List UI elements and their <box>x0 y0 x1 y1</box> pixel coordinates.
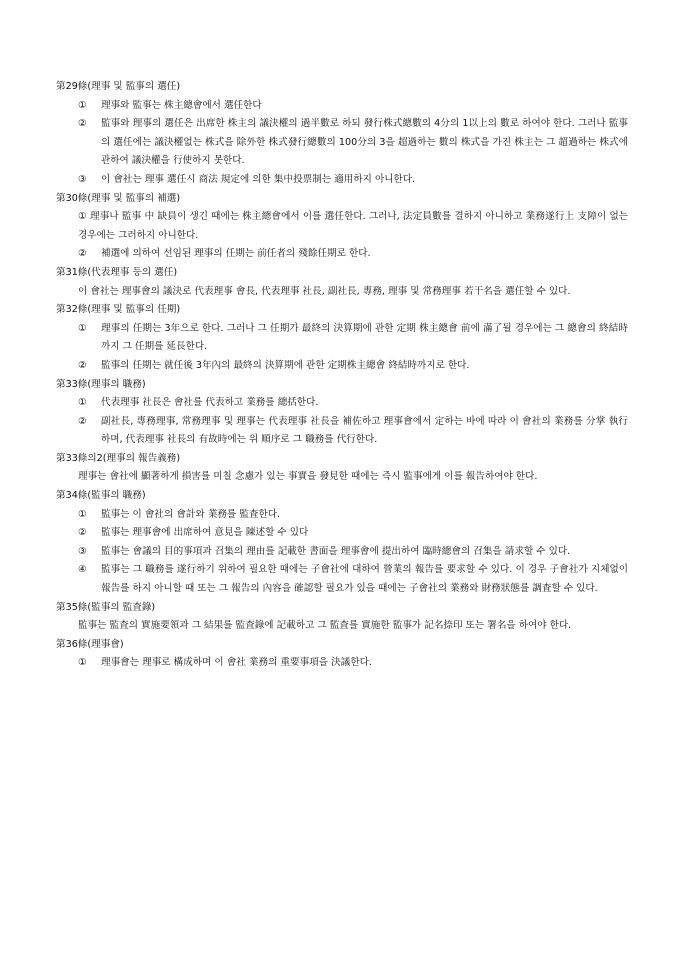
clause-number: ③ <box>78 545 87 557</box>
article-33 <box>56 376 628 450</box>
clause-text: 監事의 任期는 就任後 3年內의 最終의 決算期에 관한 定期株主總會 終結時까지로 한다. <box>101 359 470 371</box>
article-32 <box>56 301 628 375</box>
clause <box>56 561 628 598</box>
clause-text: 理事나 監事 中 缺員이 생긴 때에는 株主總會에서 이를 選任한다. 그러나, 法定員數를 결하지 아니하고 業務遂行上 支障이 없는 경우에는 그러하지 아니한다. <box>78 211 628 241</box>
article-heading: 第30條(理事 및 監事의 補選) <box>56 192 181 204</box>
clause-text: 代表理事 社長은 會社를 代表하고 業務를 總括한다. <box>101 397 319 409</box>
article-35 <box>56 599 628 636</box>
clause <box>56 524 628 543</box>
article-36 <box>56 636 628 673</box>
clause-number: ③ <box>78 173 87 185</box>
article-heading: 第33條(理事의 職務) <box>56 378 146 390</box>
clause-number: ① <box>78 508 87 520</box>
article-paragraph: 理事는 會社에 顯著하게 損害를 미칠 念慮가 있는 事實을 發見한 때에는 즉시 監事에게 이를 報告하여야 한다. <box>78 471 538 483</box>
article-29 <box>56 78 628 190</box>
clause <box>56 320 628 357</box>
article-heading: 第35條(監事의 監査錄) <box>56 601 156 613</box>
clause <box>56 394 628 413</box>
article-heading: 第33條의2(理事의 報告義務) <box>56 452 181 464</box>
clause-text: 理事와 監事는 株主總會에서 選任한다 <box>101 99 262 111</box>
clause-text: 監事는 이 會社의 會計와 業務를 監査한다. <box>101 508 281 520</box>
clause-text: 監事와 理事의 選任은 出席한 株主의 議決權의 過半數로 하되 發行株式總數의 4分의 1以上의 數로 하여야 한다. 그러나 監事의 選任에는 議決權없는 株式을 除外한 株式發行總數의 100分의 3을 超過하는 數의 株式을 가진 株主는 그 超過하는 株式에 관하여 議決權을 行使하지 못한다. <box>101 118 628 167</box>
clause <box>56 357 628 376</box>
clause-text: 理事會는 理事로 構成하며 이 會社 業務의 重要事項을 決議한다. <box>101 657 372 669</box>
clause <box>56 245 628 264</box>
clause <box>56 97 628 116</box>
clause-text: 監事는 그 職務를 遂行하기 위하여 필요한 때에는 子會社에 대하여 營業의 報告를 要求할 수 있다. 이 경우 子會社가 지체없이 報告를 하지 아니할 때 또는 그 報告의 內容을 確認할 필요가 있을 때에는 子會社의 業務와 財務狀態를 調査할 수 있다. <box>101 564 628 595</box>
clause <box>56 171 628 190</box>
clause-text: 監事는 會議의 目的事項과 召集의 理由를 記載한 書面을 理事會에 提出하여 臨時總會의 召集을 請求할 수 있다. <box>101 545 571 557</box>
clause-number: ① <box>78 397 87 409</box>
article-heading: 第32條(理事 및 監事의 任期) <box>56 304 181 316</box>
article-paragraph: 監事는 監査의 實施要領과 그 結果를 監査錄에 記載하고 그 監査를 實施한 監事가 記名捺印 또는 署名을 하여야 한다. <box>78 620 572 632</box>
clause-number: ① <box>78 657 87 669</box>
clause-number: ① <box>78 99 87 111</box>
clause-number: ② <box>78 527 87 539</box>
clause <box>56 654 628 673</box>
clause-text: 理事의 任期는 3年으로 한다. 그러나 그 任期가 最終의 決算期에 관한 定期 株主總會 前에 滿了될 경우에는 그 總會의 終結時까지 그 任期를 延長한다. <box>101 322 628 353</box>
clause-number: ② <box>78 359 87 371</box>
article-34 <box>56 487 628 599</box>
article-30 <box>56 190 628 264</box>
clause-text: 이 會社는 理事 選任시 商法 規定에 의한 集中投票制는 適用하지 아니한다. <box>101 173 416 185</box>
clause <box>56 543 628 562</box>
clause-number: ② <box>78 248 87 260</box>
clause <box>56 208 628 245</box>
article-heading: 第36條(理事會) <box>56 638 124 650</box>
clause-text: 監事는 理事會에 出席하여 意見을 陳述할 수 있다 <box>101 527 309 539</box>
article-33-2 <box>56 450 628 487</box>
clause-number: ② <box>78 415 87 427</box>
article-heading: 第31條(代表理事 등의 選任) <box>56 266 178 278</box>
clause-text: 補選에 의하여 선임된 理事의 任期는 前任者의 殘餘任期로 한다. <box>101 248 371 260</box>
clause <box>56 506 628 525</box>
clause-number: ① <box>78 211 87 223</box>
article-heading: 第34條(監事의 職務) <box>56 490 146 502</box>
clause-number: ① <box>78 322 87 334</box>
article-heading: 第29條(理事 및 監事의 選任) <box>56 81 181 92</box>
clause <box>56 115 628 171</box>
clause-number: ② <box>78 118 87 130</box>
article-paragraph: 이 會社는 理事會의 議決로 代表理事 會長, 代表理事 社長, 副社長, 專務, 理事 및 常務理事 若干名을 選任할 수 있다. <box>78 285 571 297</box>
clause <box>56 413 628 450</box>
clause-text: 副社長, 專務理事, 常務理事 및 理事는 代表理事 社長을 補佐하고 理事會에서 定하는 바에 따라 이 會社의 業務를 分掌 執行하며, 代表理事 社長의 有故時에는 위 順序로 그 職務를 代行한다. <box>101 415 628 446</box>
clause-number: ④ <box>78 564 87 576</box>
article-31 <box>56 264 628 301</box>
